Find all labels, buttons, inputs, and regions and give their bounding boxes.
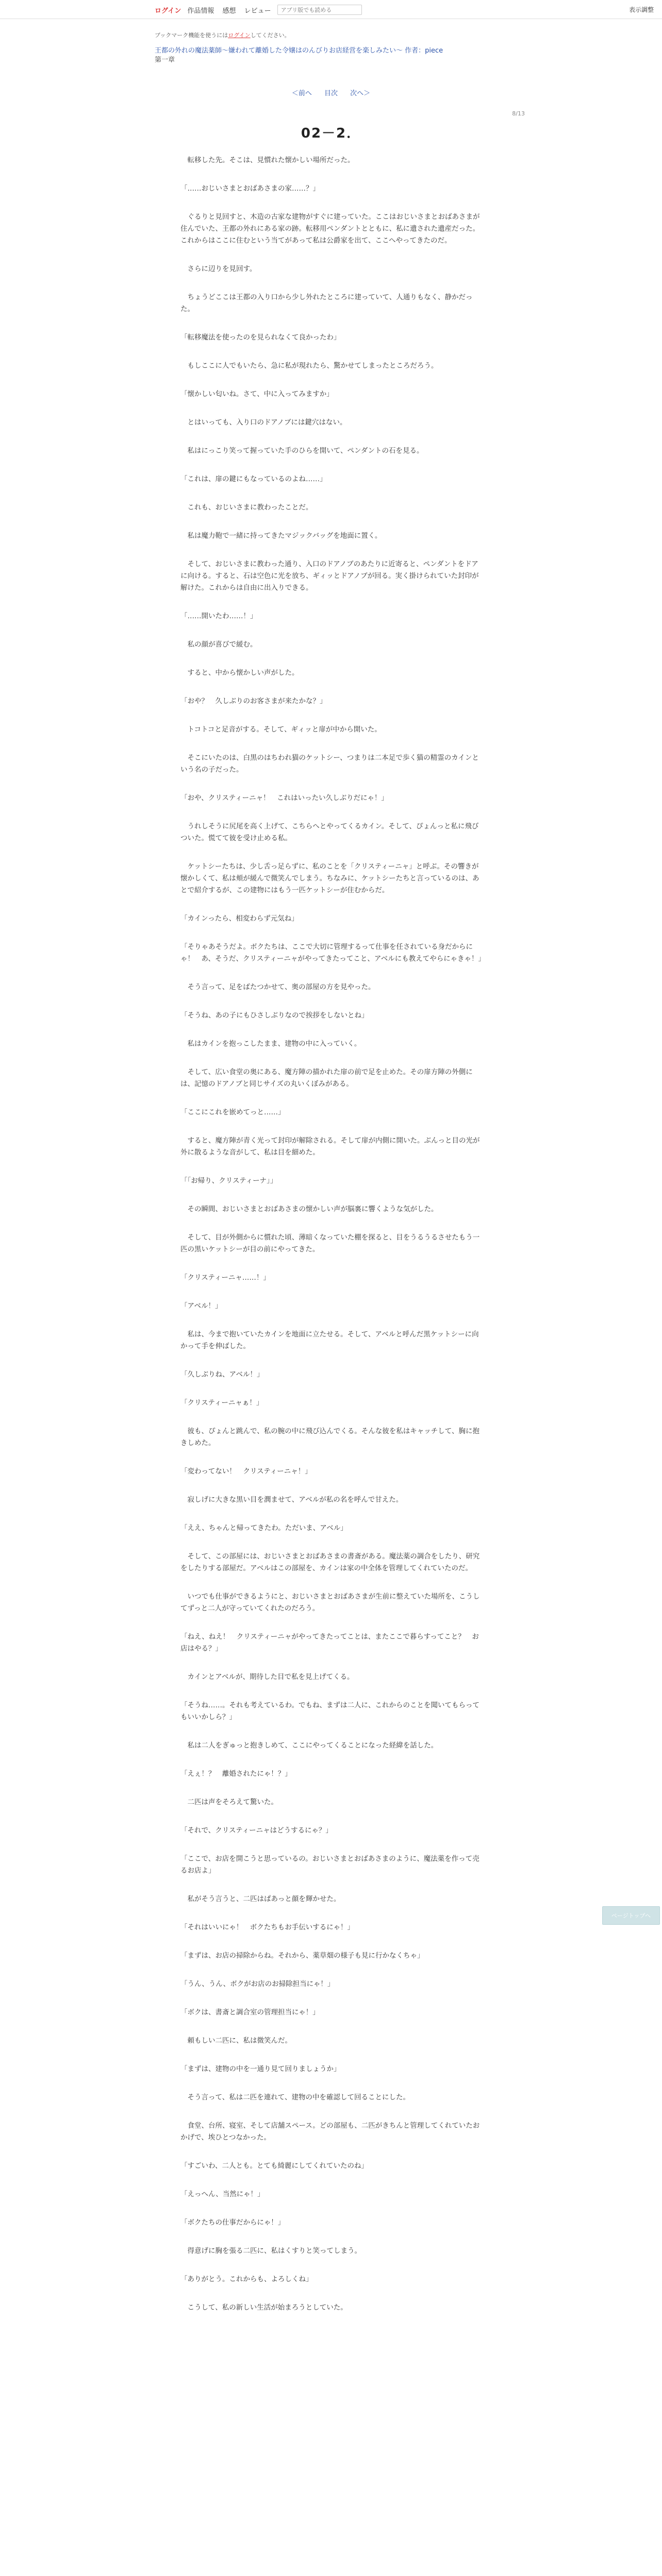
body-paragraph: ケットシーたちは、少し舌っ足らずに、私のことを「クリスティーニャ」と呼ぶ。その響きが懐かしくて、私は頬が緩んで微笑んでしまう。ちなみに、ケットシーたちと言っているのは、あとで紹介するが、この建物にはもう一匹ケットシーが住むからだ。 xyxy=(180,862,479,894)
body-paragraph: 私は、今まで抱いていたカインを地面に立たせる。そして、アベルと呼んだ黒ケットシーに向かって手を伸ばした。 xyxy=(180,1330,479,1350)
search-input[interactable] xyxy=(277,5,362,15)
body-paragraph: 「えぇ！？ 離婚されたにゃ！？」 xyxy=(180,1770,292,1778)
pager-top xyxy=(0,88,662,97)
body-paragraph: 寂しげに大きな黒い目を潤ませて、アベルが私の名を呼んで甘えた。 xyxy=(180,1496,403,1504)
body-paragraph: 「……おじいさまとおばあさまの家……？」 xyxy=(180,184,320,193)
body-paragraph: 私の顔が喜びで緩む。 xyxy=(180,640,257,649)
body-paragraph: 私は二人をぎゅっと抱きしめて、ここにやってくることになった経緯を話した。 xyxy=(180,1741,438,1750)
body-paragraph: 「変わってない！ クリスティーニャ！」 xyxy=(180,1467,312,1476)
notice-suffix: してください。 xyxy=(250,32,290,39)
bookmark-notice xyxy=(155,31,505,39)
body-paragraph: 「懐かしい匂いね。さて、中に入ってみますか」 xyxy=(180,390,334,398)
body-paragraph: 「ありがとう。これからも、よろしくね」 xyxy=(180,2275,313,2283)
body-paragraph: 「おや？ 久しぶりのお客さまが来たかな？」 xyxy=(180,697,327,705)
body-paragraph: 二匹は声をそろえて驚いた。 xyxy=(180,1798,278,1806)
body-paragraph: 「そりゃあそうだよ。ボクたちは、ここで大切に管理するって仕事を任されている身だからにゃ！ あ、そうだ、クリスティーニャがやってきたってこと、アベルにも教えてやらにゃきゃ！」 xyxy=(180,943,486,963)
body-paragraph: 「アベル！」 xyxy=(180,1302,222,1310)
toc-link[interactable]: 目次 xyxy=(324,90,338,97)
body-paragraph: 「クリスティーニャ……！」 xyxy=(180,1274,270,1282)
body-paragraph: 彼も、ぴょんと跳んで、私の腕の中に飛び込んでくる。そんな彼を私はキャッチして、胸に抱きしめた。 xyxy=(180,1427,479,1447)
body-paragraph: 私は魔力鞄で一緒に持ってきたマジックバッグを地面に置く。 xyxy=(180,532,382,540)
series-title[interactable]: 王都の外れの魔法薬師～嫌われて離婚した令嬢はのんびりお店経営を楽しみたい～ 作者：piece xyxy=(155,47,443,55)
chapter-label: 第一章 xyxy=(155,56,175,64)
body-paragraph: 「クリスティーニャぁ！」 xyxy=(180,1399,263,1407)
body-paragraph: 転移した先。そこは、見慣れた懐かしい場所だった。 xyxy=(180,156,355,164)
body-paragraph: とはいっても、入り口のドアノブには鍵穴はない。 xyxy=(180,418,347,427)
body-paragraph: 私はカインを抱っこしたまま、建物の中に入っていく。 xyxy=(180,1040,361,1048)
body-paragraph: すると、魔方陣が青く光って封印が解除される。そして扉が内側に開いた。ぶんっと目の光が外に散るような音がして、私は目を細めた。 xyxy=(180,1137,480,1157)
body-paragraph: カインとアベルが、期待した目で私を見上げてくる。 xyxy=(180,1673,354,1681)
body-paragraph: ちょうどここは王都の入り口から少し外れたところに建っていて、人通りもなく、静かだった。 xyxy=(180,293,473,313)
nav-item-info[interactable]: 作品情報 xyxy=(187,7,214,15)
nav-links xyxy=(187,5,271,15)
body-paragraph: 「転移魔法を使ったのを見られなくて良かったわ」 xyxy=(180,333,341,342)
body-paragraph: 「カインったら、相変わらず元気ね」 xyxy=(180,914,299,923)
body-paragraph: 「……開いたわ……！」 xyxy=(180,612,257,620)
body-paragraph: そう言って、私は二匹を連れて、建物の中を確認して回ることにした。 xyxy=(180,2093,410,2102)
body-paragraph: 「そうね……。それも考えているわ。でもね、まずは二人に、これからのことを聞いてもらってもいいかしら？」 xyxy=(180,1701,479,1721)
page-top-button[interactable]: ページトップへ xyxy=(602,1906,660,1925)
next-link[interactable]: 次へ＞ xyxy=(350,90,371,97)
body-paragraph: こうして、私の新しい生活が始まろうとしていた。 xyxy=(180,2303,347,2312)
body-paragraph: 「すごいわ、二人とも。とても綺麗にしてくれていたのね」 xyxy=(180,2162,368,2170)
nav-item-review[interactable]: レビュー xyxy=(244,7,271,15)
body-paragraph: その瞬間、おじいさまとおばあさまの懐かしい声が脳裏に響くような気がした。 xyxy=(180,1205,438,1213)
body-paragraph: そして、おじいさまに教わった通り、入口のドアノブのあたりに近寄ると、ペンダントをドアに向ける。すると、石は空色に光を放ち、ギィッとドアノブが回る。実く掛けられていた封印が解けた。これからは自由に出入りできる。 xyxy=(180,560,479,592)
body-paragraph: さらに辺りを見回す。 xyxy=(180,265,257,273)
body-paragraph: 「それはいいにゃ！ ボクたちもお手伝いするにゃ！」 xyxy=(180,1923,354,1931)
body-paragraph: トコトコと足音がする。そして、ギィッと扉が中から開いた。 xyxy=(180,725,382,734)
body-paragraph: 得意げに胸を張る二匹に、私はくすりと笑ってしまう。 xyxy=(180,2247,361,2255)
top-bar xyxy=(0,0,662,19)
body-paragraph: そして、この部屋には、おじいさまとおばあさまの書斎がある。魔法薬の調合をしたり、研究をしたりする部屋だ。アベルはこの部屋を、カインは家の中全体を管理してくれていたのだ。 xyxy=(180,1552,480,1572)
notice-login-link[interactable]: ログイン xyxy=(228,32,251,39)
body-paragraph: 「そうね、あの子にもひさしぶりなので挨拶をしないとね」 xyxy=(180,1011,369,1020)
body-paragraph: 「これは、扉の鍵にもなっているのよね……」 xyxy=(180,475,327,483)
body-paragraph: そして、広い食堂の奥にある、魔方陣の描かれた扉の前で足を止めた。その扉方陣の外側には、記憶のドアノブと同じサイズの丸いくぼみがある。 xyxy=(180,1068,473,1088)
chapter-body xyxy=(180,155,485,2330)
body-paragraph: 「それで、クリスティーニャはどうするにゃ？」 xyxy=(180,1826,333,1835)
novel-header xyxy=(155,31,505,65)
nav-item-reviews[interactable]: 感想 xyxy=(222,7,236,15)
body-paragraph: 「久しぶりね、アベル！」 xyxy=(180,1370,264,1379)
body-paragraph: 「まずは、建物の中を一通り見て回りましょうか」 xyxy=(180,2065,341,2073)
body-paragraph: 「ここで、お店を開こうと思っているの。おじいさまとおばあさまのように、魔法薬を作って売るお店よ」 xyxy=(180,1855,479,1875)
body-paragraph: 「ええ、ちゃんと帰ってきたわ。ただいま、アベル」 xyxy=(180,1524,347,1532)
page-number: 8/13 xyxy=(512,110,525,117)
body-paragraph: そこにいたのは、白黒のはちわれ猫のケットシー、つまりは二本足で歩く猫の精霊のカインという名の子だった。 xyxy=(180,754,479,774)
body-paragraph: うれしそうに尻尾を高く上げて、こちらへとやってくるカイン。そして、ぴょんっと私に飛びついた。慌てて彼を受け止める私。 xyxy=(180,822,479,842)
body-paragraph: いつでも仕事ができるようにと、おじいさまとおばあさまが生前に整えていた場所を、こうしてずっと二人が守っていてくれたのだろう。 xyxy=(180,1592,480,1613)
body-paragraph: 私はにっこり笑って握っていた手のひらを開いて、ペンダントの石を見る。 xyxy=(180,447,424,455)
body-paragraph: これも、おじいさまに教わったことだ。 xyxy=(180,503,313,512)
body-paragraph: 食堂、台所、寝室、そして店舗スペース。どの部屋も、二匹がきちんと管理してくれていたおかげで、埃ひとつなかった。 xyxy=(180,2122,480,2142)
body-paragraph: 「「お帰り、クリスティーナ」」 xyxy=(180,1177,277,1185)
login-link[interactable]: ログイン xyxy=(155,7,181,15)
body-paragraph: 「おや、クリスティーニャ！ これはいったい久しぶりだにゃ！」 xyxy=(180,794,388,802)
body-paragraph: そう言って、足をばたつかせて、奥の部屋の方を見やった。 xyxy=(180,983,375,991)
prev-link[interactable]: ＜前へ xyxy=(291,90,312,97)
display-settings-link[interactable]: 表示調整 xyxy=(628,6,654,13)
chapter-title: 02－2． xyxy=(301,126,361,141)
body-paragraph: 「まずは、お店の掃除からね。それから、薬草畑の様子も見に行かなくちゃ」 xyxy=(180,1952,424,1960)
body-paragraph: ぐるりと見回すと、木造の古家な建物がすぐに建っていた。ここはおじいさまとおばあさまが住んでいた、王都の外れにある家の跡。転移用ペンダントとともに、私に遺された遺産だった。これからはここに住むという当てがあって私は公爵家を出て、ここへやってきたのだ。 xyxy=(180,213,480,245)
body-paragraph: もしここに人でもいたら、急に私が現れたら、驚かせてしまったところだろう。 xyxy=(180,362,438,370)
body-paragraph: 「えっへん、当然にゃ！」 xyxy=(180,2190,264,2198)
body-paragraph: 「ボクたちの仕事だからにゃ！」 xyxy=(180,2218,285,2227)
body-paragraph: 「ねえ、ねえ！ クリスティーニャがやってきたってことは、またここで暮らすってこと？ お店はやる？」 xyxy=(180,1633,479,1653)
body-paragraph: 「ボクは、書斎と調合室の管理担当にゃ！」 xyxy=(180,2008,320,2016)
body-paragraph: すると、中から懐かしい声がした。 xyxy=(180,669,299,677)
body-paragraph: 頼もしい二匹に、私は微笑んだ。 xyxy=(180,2037,292,2045)
body-paragraph: 「ここにこれを嵌めてっと……」 xyxy=(180,1108,285,1116)
top-bar-left xyxy=(155,5,362,15)
body-paragraph: そして、目が外側からに慣れた頃、薄暗くなっていた棚を探ると、目をうるうるさせたもう一匹の黒いケットシーが目の前にやってきた。 xyxy=(180,1233,480,1253)
notice-prefix: ブックマーク機能を使うには xyxy=(155,32,228,39)
body-paragraph: 私がそう言うと、二匹はぱあっと顔を輝かせた。 xyxy=(180,1895,341,1903)
body-paragraph: 「うん、うん、ボクがお店のお掃除担当にゃ！」 xyxy=(180,1980,335,1988)
